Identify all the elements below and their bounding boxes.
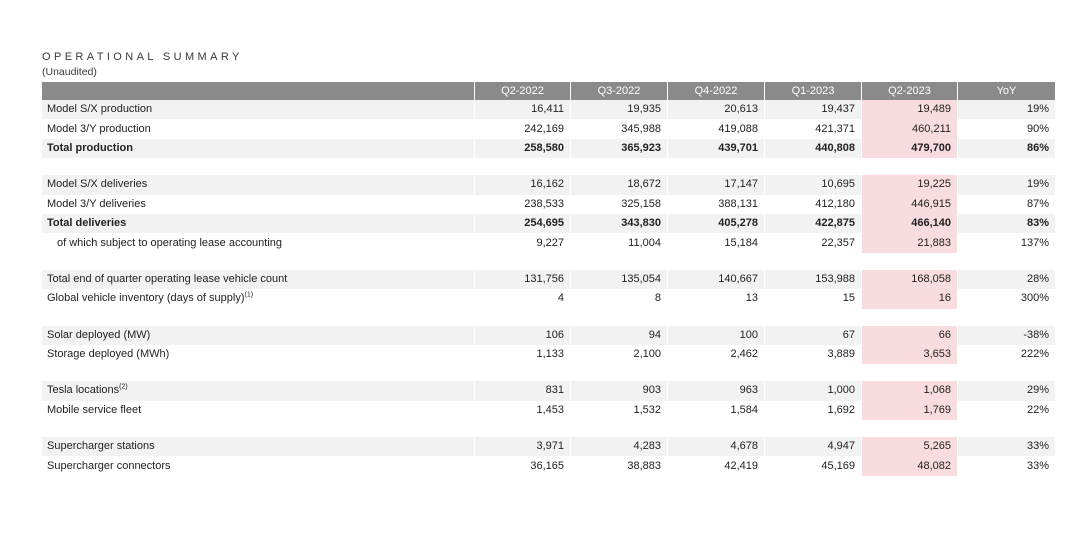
cell-highlight: 446,915 [861,195,957,214]
table-row [42,456,1055,475]
cell: 36,165 [474,456,570,475]
row-spacer [42,364,1055,381]
cell-highlight: 3,653 [861,345,957,364]
table-row [42,270,1055,289]
cell: 135,054 [570,270,667,289]
table-row [42,401,1055,420]
cell: 131,756 [474,270,570,289]
cell: 439,701 [667,139,764,158]
footnote-marker: (2) [119,383,128,391]
column-header-highlight: Q2-2023 [861,82,957,100]
cell-yoy: 19% [957,100,1055,119]
cell: 242,169 [474,119,570,138]
cell-yoy: 86% [957,139,1055,158]
row-label: Model 3/Y deliveries [42,195,474,214]
cell: 18,672 [570,175,667,194]
row-label: Supercharger connectors [42,456,474,475]
cell: 4 [474,289,570,308]
cell: 15 [764,289,861,308]
cell: 345,988 [570,119,667,138]
row-label-text: Global vehicle inventory (days of supply) [47,292,245,305]
table-row [42,326,1055,345]
cell-yoy: 29% [957,381,1055,400]
row-label: Model 3/Y production [42,119,474,138]
cell-highlight: 16 [861,289,957,308]
cell: 325,158 [570,195,667,214]
row-label: Solar deployed (MW) [42,326,474,345]
operational-summary-table [42,82,1055,476]
cell-yoy: 33% [957,437,1055,456]
cell: 4,678 [667,437,764,456]
cell: 3,889 [764,345,861,364]
page-title: OPERATIONAL SUMMARY [42,51,243,63]
cell-yoy: 28% [957,270,1055,289]
cell: 365,923 [570,139,667,158]
table-row [42,233,1055,252]
cell: 1,133 [474,345,570,364]
row-label: Supercharger stations [42,437,474,456]
cell: 903 [570,381,667,400]
column-header: Q4-2022 [667,82,764,100]
cell: 831 [474,381,570,400]
cell: 67 [764,326,861,345]
cell: 140,667 [667,270,764,289]
cell: 100 [667,326,764,345]
cell: 258,580 [474,139,570,158]
cell: 153,988 [764,270,861,289]
cell: 42,419 [667,456,764,475]
table-header-row [42,82,1055,100]
row-label: Total deliveries [42,214,474,233]
cell: 4,283 [570,437,667,456]
cell: 238,533 [474,195,570,214]
table-row [42,100,1055,119]
cell-highlight: 1,769 [861,401,957,420]
cell: 16,162 [474,175,570,194]
cell-yoy: 19% [957,175,1055,194]
cell-highlight: 460,211 [861,119,957,138]
label-column-header [42,82,474,100]
row-label: Mobile service fleet [42,401,474,420]
cell: 963 [667,381,764,400]
cell: 2,462 [667,345,764,364]
table-row [42,195,1055,214]
cell: 343,830 [570,214,667,233]
cell-highlight: 466,140 [861,214,957,233]
row-spacer [42,158,1055,175]
cell: 254,695 [474,214,570,233]
cell-yoy: 87% [957,195,1055,214]
cell: 422,875 [764,214,861,233]
cell-yoy: 222% [957,345,1055,364]
table-row [42,119,1055,138]
cell: 38,883 [570,456,667,475]
row-label: Total end of quarter operating lease vehicle count [42,270,474,289]
column-header: Q1-2023 [764,82,861,100]
cell: 10,695 [764,175,861,194]
table-row-total [42,139,1055,158]
cell: 421,371 [764,119,861,138]
cell-yoy: 83% [957,214,1055,233]
column-header: Q2-2022 [474,82,570,100]
cell: 412,180 [764,195,861,214]
cell-highlight: 1,068 [861,381,957,400]
row-label: of which subject to operating lease accounting [42,233,474,252]
row-spacer [42,420,1055,437]
cell: 22,357 [764,233,861,252]
cell: 1,584 [667,401,764,420]
table-row [42,381,1055,400]
row-label [42,381,474,400]
row-label: Total production [42,139,474,158]
row-label: Model S/X production [42,100,474,119]
table-row [42,175,1055,194]
cell-highlight: 479,700 [861,139,957,158]
row-label: Storage deployed (MWh) [42,345,474,364]
cell: 19,935 [570,100,667,119]
cell: 4,947 [764,437,861,456]
cell-yoy: -38% [957,326,1055,345]
cell: 16,411 [474,100,570,119]
page-subtitle: (Unaudited) [42,66,97,78]
cell-yoy: 33% [957,456,1055,475]
row-label: Model S/X deliveries [42,175,474,194]
footnote-marker: (1) [244,291,254,299]
cell: 17,147 [667,175,764,194]
table-row [42,289,1055,308]
cell-yoy: 137% [957,233,1055,252]
row-spacer [42,309,1055,326]
cell-yoy: 300% [957,289,1055,308]
cell-highlight: 168,058 [861,270,957,289]
cell: 1,532 [570,401,667,420]
cell: 1,000 [764,381,861,400]
cell: 94 [570,326,667,345]
cell-highlight: 48,082 [861,456,957,475]
cell-highlight: 66 [861,326,957,345]
cell-yoy: 22% [957,401,1055,420]
cell: 19,437 [764,100,861,119]
cell-highlight: 5,265 [861,437,957,456]
cell-highlight: 19,225 [861,175,957,194]
row-label-text: Tesla locations [47,384,120,397]
cell: 106 [474,326,570,345]
cell: 440,808 [764,139,861,158]
cell-highlight: 19,489 [861,100,957,119]
row-label [42,289,474,308]
row-spacer [42,253,1055,270]
cell: 2,100 [570,345,667,364]
cell: 9,227 [474,233,570,252]
cell: 20,613 [667,100,764,119]
column-header: Q3-2022 [570,82,667,100]
column-header: YoY [957,82,1055,100]
cell-highlight: 21,883 [861,233,957,252]
cell: 1,453 [474,401,570,420]
table-row [42,345,1055,364]
cell: 8 [570,289,667,308]
table-row-total [42,214,1055,233]
cell: 13 [667,289,764,308]
cell: 15,184 [667,233,764,252]
table-row [42,437,1055,456]
cell: 388,131 [667,195,764,214]
cell: 419,088 [667,119,764,138]
cell: 45,169 [764,456,861,475]
cell-yoy: 90% [957,119,1055,138]
cell: 11,004 [570,233,667,252]
cell: 1,692 [764,401,861,420]
cell: 3,971 [474,437,570,456]
cell: 405,278 [667,214,764,233]
